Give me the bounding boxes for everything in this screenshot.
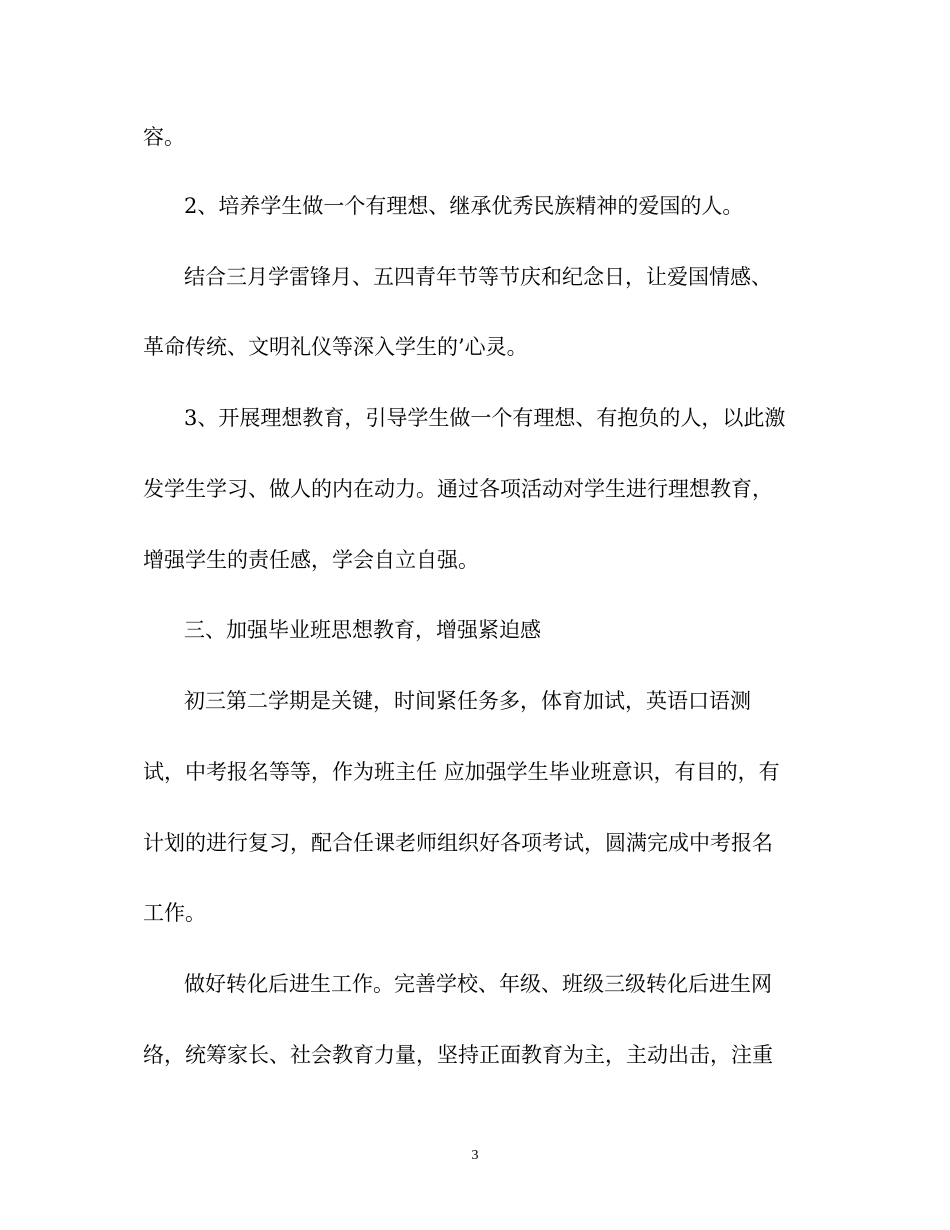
text-line-12: 工作。 — [143, 901, 206, 925]
text-line-5: 3、开展理想教育，引导学生做一个有理想、有抱负的人，以此激 — [184, 406, 786, 430]
text-line-10: 试，中考报名等等，作为班主任 应加强学生毕业班意识，有目的，有 — [143, 760, 780, 784]
section-heading: 三、加强毕业班思想教育，增强紧迫感 — [184, 618, 541, 642]
page-number: 3 — [471, 1148, 479, 1163]
text-line-7: 增强学生的责任感，学会自立自强。 — [143, 548, 479, 572]
text-line-6: 发学生学习、做人的内在动力。通过各项活动对学生进行理想教育， — [143, 477, 773, 501]
text-line-4: 革命传统、文明礼仪等深入学生的’心灵。 — [143, 335, 528, 359]
text-line-3: 结合三月学雷锋月、五四青年节等节庆和纪念日，让爱国情感、 — [184, 265, 772, 289]
text-line-1: 容。 — [143, 125, 185, 149]
text-line-14: 络，统筹家长、社会教育力量，坚持正面教育为主，主动出击，注重 — [143, 1043, 773, 1067]
text-line-13: 做好转化后进生工作。完善学校、年级、班级三级转化后进生网 — [184, 972, 772, 996]
text-line-11: 计划的进行复习，配合任课老师组织好各项考试，圆满完成中考报名 — [143, 831, 773, 855]
text-line-9: 初三第二学期是关键，时间紧任务多，体育加试，英语口语测 — [184, 689, 751, 713]
text-line-2: 2、培养学生做一个有理想、继承优秀民族精神的爱国的人。 — [184, 194, 744, 218]
